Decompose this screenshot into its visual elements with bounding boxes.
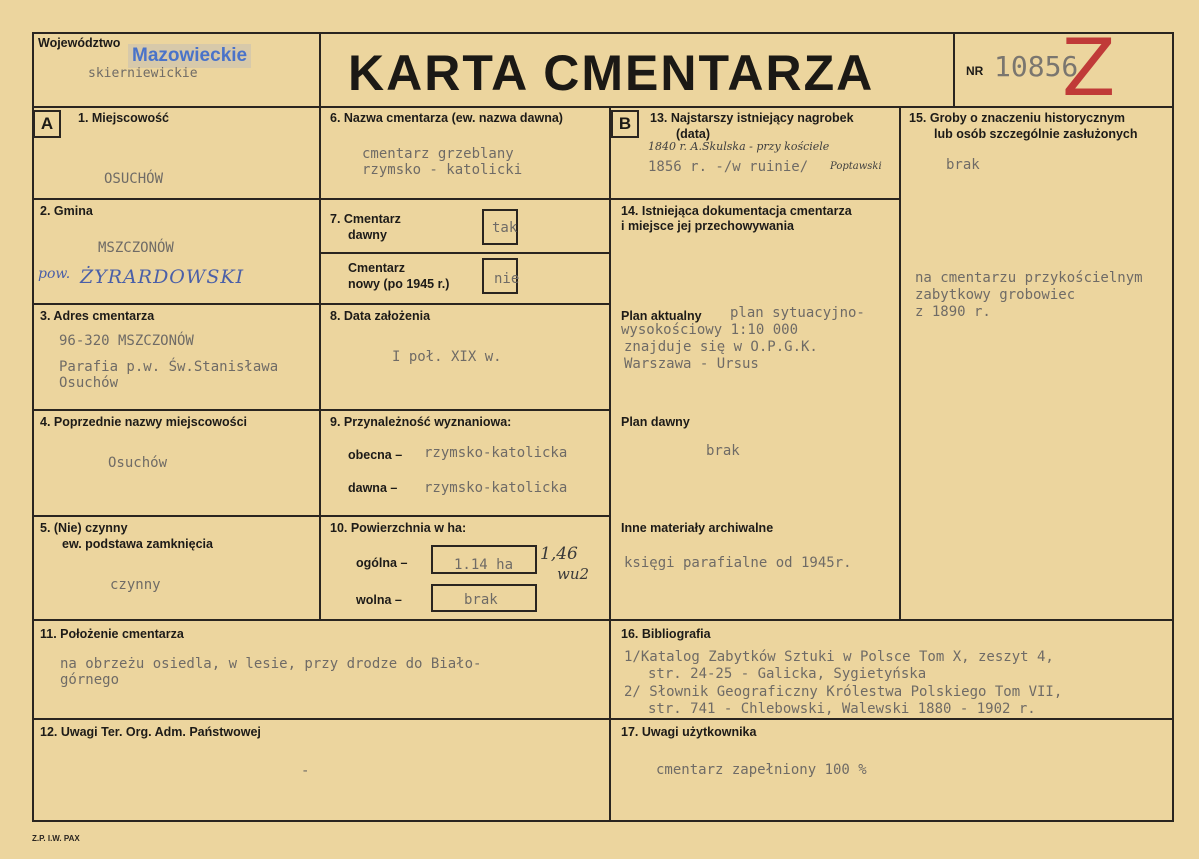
bibliography-line1: 1/Katalog Zabytków Sztuki w Polsce Tom X, zeszyt 4,: [624, 649, 1054, 665]
field-13-line: 1856 r. -/w ruinie/: [648, 159, 809, 175]
plan-old-label: Plan dawny: [621, 415, 690, 429]
field-15-line1: na cmentarzu przykościelnym: [915, 270, 1143, 286]
field-6-label: 6. Nazwa cmentarza (ew. nazwa dawna): [330, 111, 563, 125]
field-13-handwritten-1: 1840 r. A.Skulska - przy kościele: [648, 140, 830, 153]
section-a-letter: A: [33, 110, 61, 138]
field-9-former-label: dawna –: [348, 481, 398, 495]
nr-value: 10856: [994, 50, 1079, 83]
plan-old-value: brak: [706, 443, 740, 459]
printer-mark: Z.P. I.W. PAX: [32, 834, 80, 843]
field-7a-value: tak: [492, 220, 518, 236]
field-12-label: 12. Uwagi Ter. Org. Adm. Państwowej: [40, 725, 261, 739]
nr-label: NR: [966, 64, 984, 78]
field-14-label-2: i miejsce jej przechowywania: [621, 219, 794, 233]
field-5-value: czynny: [110, 577, 161, 593]
field-9-label: 9. Przynależność wyznaniowa:: [330, 415, 512, 429]
plan-current-label: Plan aktualny: [621, 309, 702, 323]
field-2-value: MSZCZONÓW: [98, 240, 174, 256]
plan-current-line3: znajduje się w O.P.G.K.: [624, 339, 818, 355]
bibliography-line3: 2/ Słownik Geograficzny Królestwa Polskiego Tom VII,: [624, 684, 1063, 700]
field-16-label: 16. Bibliografia: [621, 627, 711, 641]
field-9-current-value: rzymsko-katolicka: [424, 445, 568, 461]
field-3-label: 3. Adres cmentarza: [40, 309, 155, 323]
field-3-line2: Parafia p.w. Św.Stanisława: [59, 359, 279, 375]
field-12-value: -: [301, 763, 310, 779]
field-3-line3: Osuchów: [59, 375, 119, 391]
field-4-label: 4. Poprzednie nazwy miejscowości: [40, 415, 248, 429]
field-10-label: 10. Powierzchnia w ha:: [330, 521, 467, 535]
field-10-free-value: brak: [464, 592, 498, 608]
field-2-powiat: ŻYRARDOWSKI: [80, 266, 245, 288]
field-6-line2: rzymsko - katolicki: [362, 162, 523, 178]
voivodeship-stamp: Mazowieckie: [128, 44, 251, 68]
field-1-label: 1. Miejscowość: [78, 111, 170, 125]
field-15-line2: zabytkowy grobowiec: [915, 287, 1076, 303]
field-15-value: brak: [946, 157, 980, 173]
field-8-label: 8. Data założenia: [330, 309, 431, 323]
field-15-label-2: lub osób szczególnie zasłużonych: [934, 127, 1138, 141]
field-7b-label-2: nowy (po 1945 r.): [348, 277, 450, 291]
field-14-label-1: 14. Istniejąca dokumentacja cmentarza: [621, 204, 852, 218]
field-17-value: cmentarz zapełniony 100 %: [656, 762, 867, 778]
field-10-total-label: ogólna –: [356, 556, 408, 570]
field-13-label-1: 13. Najstarszy istniejący nagrobek: [650, 111, 854, 125]
field-1-value: OSUCHÓW: [104, 171, 164, 187]
field-2-powiat-prefix: pow.: [38, 266, 71, 282]
field-10-free-label: wolna –: [356, 593, 402, 607]
section-b-letter: B: [611, 110, 639, 138]
field-7a-label-2: dawny: [348, 228, 387, 242]
field-15-label-1: 15. Groby o znaczeniu historycznym: [909, 111, 1126, 125]
field-4-value: Osuchów: [108, 455, 168, 471]
field-13-label-2: (data): [676, 127, 711, 141]
plan-current-line1: plan sytuacyjno-: [730, 305, 865, 321]
field-7a-label-1: 7. Cmentarz: [330, 212, 401, 226]
field-5-label-2: ew. podstawa zamknięcia: [62, 537, 213, 551]
field-5-label-1: 5. (Nie) czynny: [40, 521, 128, 535]
field-9-former-value: rzymsko-katolicka: [424, 480, 568, 496]
field-10-total-handwritten-2: wu2: [557, 565, 590, 583]
field-8-value: I poł. XIX w.: [392, 349, 502, 365]
field-15-line3: z 1890 r.: [915, 304, 991, 320]
field-10-total-value: 1.14 ha: [454, 557, 514, 573]
other-materials-label: Inne materiały archiwalne: [621, 521, 774, 535]
field-11-line2: górnego: [60, 672, 120, 688]
plan-current-line2: wysokościowy 1:10 000: [621, 322, 799, 338]
other-materials-value: księgi parafialne od 1945r.: [624, 555, 852, 571]
field-9-current-label: obecna –: [348, 448, 403, 462]
card-title: KARTA CMENTARZA: [348, 45, 875, 101]
field-11-label: 11. Położenie cmentarza: [40, 627, 184, 641]
field-3-line1: 96-320 MSZCZONÓW: [59, 333, 194, 349]
plan-current-line4: Warszawa - Ursus: [624, 356, 759, 372]
bibliography-line4: str. 741 - Chlebowski, Walewski 1880 - 1902 r.: [648, 701, 1036, 717]
field-2-label: 2. Gmina: [40, 204, 93, 218]
voivodeship-label: Województwo: [38, 36, 121, 50]
voivodeship-old: skierniewickie: [88, 66, 198, 81]
field-7b-label-1: Cmentarz: [348, 261, 405, 275]
category-mark: Z: [1062, 24, 1116, 114]
bibliography-line2: str. 24-25 - Galicka, Sygietyńska: [648, 666, 927, 682]
field-10-total-handwritten-1: 1,46: [540, 544, 578, 564]
field-13-handwritten-2: Poptawski: [830, 161, 882, 172]
field-7b-value: nie: [494, 271, 520, 287]
field-6-line1: cmentarz grzeblany: [362, 146, 514, 162]
field-11-line1: na obrzeżu osiedla, w lesie, przy drodze do Biało-: [60, 656, 482, 672]
field-17-label: 17. Uwagi użytkownika: [621, 725, 757, 739]
